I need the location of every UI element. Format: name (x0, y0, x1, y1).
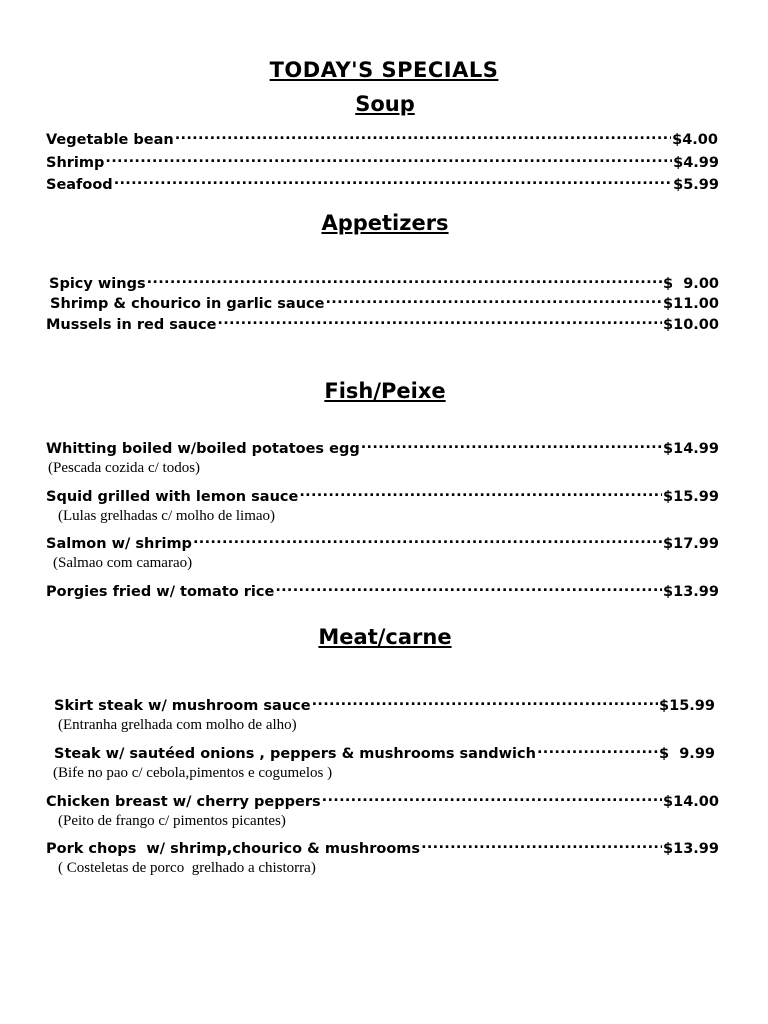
dot-leader (105, 149, 672, 167)
item-price: $5.99 (673, 177, 719, 193)
section-title-appetizers: Appetizers (321, 211, 449, 235)
item-note: (Entranha grelhada com molho de alho) (58, 717, 297, 733)
dot-leader (175, 126, 671, 144)
item-name: Squid grilled with lemon sauce (46, 489, 299, 505)
item-price: $17.99 (663, 536, 719, 552)
menu-item (46, 530, 719, 553)
item-name: Salmon w/ shrimp (46, 536, 192, 552)
menu-item (54, 740, 715, 763)
menu-item (46, 311, 719, 334)
item-price: $11.00 (663, 296, 719, 312)
item-name: Vegetable bean (46, 132, 174, 148)
dot-leader (147, 270, 662, 288)
dot-leader (322, 788, 662, 806)
menu-item (46, 149, 719, 172)
item-note: (Peito de frango c/ pimentos picantes) (58, 813, 286, 829)
menu-item (50, 290, 719, 313)
item-name: Seafood (46, 177, 113, 193)
menu-item (46, 171, 719, 194)
item-note: (Pescada cozida c/ todos) (48, 460, 201, 476)
item-name: Porgies fried w/ tomato rice (46, 584, 275, 600)
dot-leader (421, 835, 662, 853)
item-name: Pork chops w/ shrimp,chourico & mushrooms (46, 841, 421, 857)
item-price: $4.00 (672, 132, 718, 148)
item-note: (Lulas grelhadas c/ molho de limao) (58, 508, 276, 524)
item-price: $13.99 (663, 584, 719, 600)
item-price: $15.99 (659, 698, 715, 714)
item-name: Steak w/ sautéed onions , peppers & mushrooms sandwich (54, 746, 536, 762)
item-name: Mussels in red sauce (46, 317, 217, 333)
section-title-meat: Meat/carne (318, 625, 452, 649)
dot-leader (275, 578, 662, 596)
item-price: $10.00 (663, 317, 719, 333)
dot-leader (217, 311, 662, 329)
dot-leader (193, 530, 662, 548)
item-name: Chicken breast w/ cherry peppers (46, 794, 321, 810)
dot-leader (325, 290, 662, 308)
menu-item (46, 578, 719, 601)
item-name: Spicy wings (49, 276, 146, 292)
item-price: $4.99 (673, 155, 719, 171)
item-name: Skirt steak w/ mushroom sauce (54, 698, 311, 714)
item-price: $ 9.00 (663, 276, 719, 292)
menu-item (46, 126, 718, 149)
item-name: Whitting boiled w/boiled potatoes egg (46, 441, 360, 457)
item-note: (Bife no pao c/ cebola,pimentos e cogumelos ) (53, 765, 333, 781)
item-note: (Salmao com camarao) (53, 555, 193, 571)
item-name: Shrimp & chourico in garlic sauce (50, 296, 325, 312)
item-price: $ 9.99 (659, 746, 715, 762)
dot-leader (361, 435, 662, 453)
item-price: $14.00 (663, 794, 719, 810)
menu-item (46, 483, 719, 506)
item-note: ( Costeletas de porco grelhado a chistorra) (58, 860, 316, 876)
menu-item (46, 835, 719, 858)
item-price: $13.99 (663, 841, 719, 857)
section-title-soup: Soup (355, 92, 415, 116)
menu-item (46, 788, 719, 811)
dot-leader (114, 171, 672, 189)
item-name: Shrimp (46, 155, 105, 171)
page-title: TODAY'S SPECIALS (269, 58, 499, 82)
menu-item (54, 692, 715, 715)
item-price: $15.99 (663, 489, 719, 505)
dot-leader (299, 483, 662, 501)
section-title-fish: Fish/Peixe (324, 379, 446, 403)
dot-leader (312, 692, 658, 710)
menu-item (46, 435, 719, 458)
item-price: $14.99 (663, 441, 719, 457)
dot-leader (537, 740, 658, 758)
